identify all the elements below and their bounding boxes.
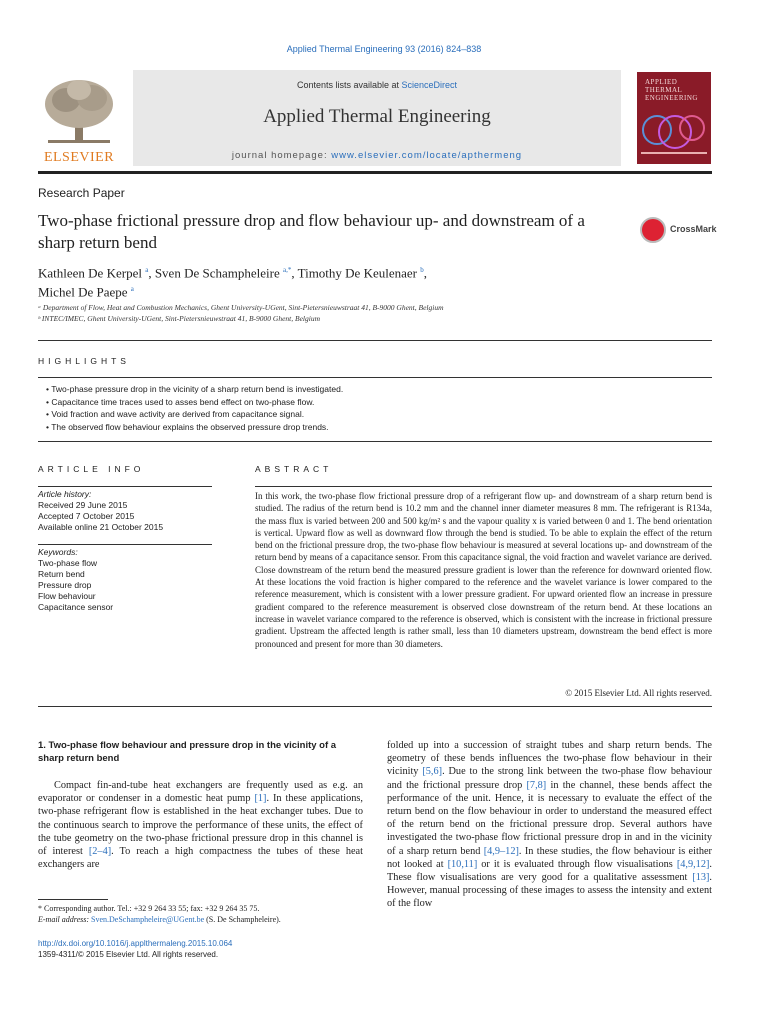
- email-suffix: (S. De Schampheleire).: [204, 914, 281, 924]
- author-affiliation-mark[interactable]: a: [130, 285, 134, 294]
- doi-block: [38, 938, 232, 960]
- citation-link[interactable]: [4,9–12]: [483, 845, 519, 857]
- abstract-heading: ABSTRACT: [255, 464, 333, 474]
- cover-title-line: THERMAL: [645, 86, 683, 94]
- crossmark-label: CrossMark: [670, 224, 717, 234]
- body-text: folded up into a succession of straight tubes and sharp return bends. The geometry of these bends influences the two-phase flow behaviour in their vicinity: [387, 740, 712, 778]
- divider: [38, 706, 712, 707]
- body-text: . In these applications, two-phase refrigerant flow is established in the heat exchanger tubes. Due to the continuous search to improve the performance of these units, the effect of the tube geometry on the two-phase frictional pressure drop in this channel is of interest: [38, 793, 363, 858]
- journal-reference[interactable]: Applied Thermal Engineering 93 (2016) 824–838: [286, 44, 482, 54]
- citation-link[interactable]: [10,11]: [447, 858, 478, 870]
- body-left-column: [38, 779, 363, 871]
- header-rule: [38, 171, 712, 174]
- history-online: Available online 21 October 2015: [38, 522, 164, 532]
- email-link[interactable]: Sven.DeSchampheleire@UGent.be: [91, 914, 205, 924]
- highlight-item: • Two-phase pressure drop in the vicinity of a sharp return bend is investigated.: [38, 383, 712, 396]
- author-name[interactable]: Michel De Paepe: [38, 284, 128, 300]
- divider: [38, 441, 712, 442]
- email-line: [38, 915, 368, 926]
- author-affiliation-mark[interactable]: a: [145, 266, 149, 274]
- citation-link[interactable]: [4,9,12]: [676, 858, 710, 870]
- divider: [255, 486, 712, 487]
- history-label: Article history:: [38, 489, 92, 499]
- citation-link[interactable]: [2–4]: [88, 846, 112, 858]
- author-affiliation-mark[interactable]: a,*: [282, 266, 292, 274]
- paper-type: Research Paper: [38, 186, 125, 200]
- body-text: Compact fin-and-tube heat exchangers are frequently used as e.g. an evaporator or condenser in a domestic heat pump: [38, 780, 363, 805]
- journal-homepage: [133, 150, 621, 161]
- authors-line-1: Kathleen De Kerpel $^a$, Sven De Schampheleire $^{a,*}$, Timothy De Keulenaer $^b$,: [38, 265, 427, 281]
- affiliation-a: ᵃ Department of Flow, Heat and Combustion Mechanics, Ghent University-UGent, Sint-Pietersnieuwstraat 41, B-9000 Ghent, Belgium: [38, 303, 444, 312]
- section-heading: 1. Two-phase flow behaviour and pressure drop in the vicinity of a sharp return bend: [38, 740, 337, 764]
- citation-link[interactable]: [13]: [692, 872, 710, 884]
- body-right-column: [387, 739, 712, 911]
- highlights-list: [38, 383, 712, 433]
- highlight-item: • Void fraction and wave activity are derived from capacitance signal.: [38, 408, 712, 421]
- body-text: . However, manual processing of these images to assess the intensity and extent of the flow: [387, 872, 712, 910]
- author-list: [38, 262, 678, 301]
- keywords-label: Keywords:: [38, 547, 78, 557]
- authors-line-2: [38, 281, 678, 300]
- keyword-item: Flow behaviour: [38, 591, 96, 601]
- journal-title: Applied Thermal Engineering: [263, 106, 491, 127]
- homepage-prefix: journal homepage:: [231, 150, 332, 161]
- highlight-item: • Capacitance time traces used to asses bend effect on two-phase flow.: [38, 396, 712, 409]
- abstract-copyright: © 2015 Elsevier Ltd. All rights reserved.: [565, 688, 712, 698]
- sciencedirect-link[interactable]: ScienceDirect: [401, 80, 458, 90]
- issn-line: 1359-4311/© 2015 Elsevier Ltd. All rights reserved.: [38, 950, 219, 959]
- elsevier-tree-logo: [38, 76, 120, 146]
- cover-title: [645, 78, 698, 102]
- footnote-rule: [38, 899, 108, 900]
- citation-link[interactable]: [7,8]: [526, 779, 547, 791]
- author-name[interactable]: Kathleen De Kerpel: [38, 265, 142, 281]
- footnote: [38, 904, 368, 925]
- keyword-item: Return bend: [38, 569, 85, 579]
- article-history: [38, 489, 212, 533]
- cover-title-line: APPLIED: [645, 78, 678, 86]
- highlights-heading: HIGHLIGHTS: [38, 356, 130, 366]
- paper-title: Two-phase frictional pressure drop and flow behaviour up- and downstream of a sharp return bend: [38, 211, 585, 252]
- article-info-heading: ARTICLE INFO: [38, 464, 145, 474]
- author-name[interactable]: Sven De Schampheleire: [154, 265, 280, 281]
- crossmark-icon: [640, 217, 666, 243]
- keyword-item: Two-phase flow: [38, 558, 98, 568]
- citation-link[interactable]: [1]: [254, 793, 267, 805]
- abstract-text: In this work, the two-phase flow frictional pressure drop of a refrigerant flow up- and downstream of a sharp return bend is studied. The radius of the return bend is 10.2 mm and the channel inner diameter measures 8 mm. The refrigerant is R134a, the mass flux is varied between 200 and 500 kg/m² s and the vapour quality x is varied between 0 and 1. The bend orientation is vertical. Upward flow as well as downward flow through the bend is studied. To be able to explain the effect of the return bend on the frictional pressure drop, the two-phase flow behaviour is measured at several locations up- and downstream of the return bend by means of a capacitance sensor. From this capacitance signal, the void fraction and wavelet variance are derived. Close downstream of the return bend the measured pressure gradient is lower than the reference for downward oriented flow. At these locations the void fraction is higher compared to the reference and the wavelet variance is lower compared to the reference measurement, which is consistent with a lower pressure gradient. For upward oriented flow an increase in pressure gradient compared to the reference measurement is observed close downstream of the return bend. At these locations an increase in wavelet variance compared to the reference is observed, which is consistent with the increase in frictional pressure gradient. Upstream the affected length is rather small, less than 10 diameters upstream, downstream the bend effect is more pronounced and present for more than 30 diameters.: [255, 491, 712, 649]
- body-text: . In these studies, the flow behaviour is either not looked at: [387, 845, 712, 870]
- body-text: . These flow visualisations are very good for a qualitative assessment: [387, 858, 712, 884]
- body-text: . To reach a high compactness the tubes of these heat exchangers are: [38, 846, 363, 871]
- contents-line: [133, 80, 621, 90]
- email-label: E-mail address:: [38, 914, 92, 924]
- keyword-item: Capacitance sensor: [38, 602, 114, 612]
- citation-link[interactable]: [5,6]: [422, 766, 443, 778]
- divider: [38, 486, 212, 487]
- doi-link[interactable]: http://dx.doi.org/10.1016/j.applthermaleng.2015.10.064: [38, 939, 233, 948]
- cover-title-line: ENGINEERING: [645, 94, 698, 102]
- contents-prefix: Contents lists available at: [296, 80, 402, 90]
- divider: [38, 377, 712, 378]
- journal-cover-image: [637, 72, 711, 164]
- highlight-item: • The observed flow behaviour explains the observed pressure drop trends.: [38, 421, 712, 434]
- keywords: [38, 547, 212, 613]
- cover-pattern: [637, 110, 711, 160]
- affiliation-b: ᵇ INTEC/IMEC, Ghent University-UGent, Sint-Pietersnieuwstraat 41, B-9000 Ghent, Belgium: [38, 314, 320, 323]
- elsevier-wordmark: ELSEVIER: [43, 150, 115, 165]
- history-received: Received 29 June 2015: [38, 500, 128, 510]
- body-text: or it is evaluated through flow visualisations: [477, 858, 677, 870]
- history-accepted: Accepted 7 October 2015: [38, 511, 135, 521]
- body-text: in the channel, these bends affect the performance of the unit. Hence, it is necessary to evaluate the effect of the return bend on the flow behaviour in order to understand the measured effect of the return bend on the frictional pressure drop. Several authors have investigated the two-phase flow frictional pressure drop in and in the vicinity of a sharp return bend: [387, 779, 712, 857]
- author-affiliation-mark[interactable]: b: [420, 266, 424, 274]
- divider: [38, 544, 212, 545]
- body-text: . Due to the strong link between the two-phase flow behaviour and the frictional pressure drop: [387, 766, 712, 791]
- author-name[interactable]: Timothy De Keulenaer: [297, 265, 417, 281]
- divider: [38, 340, 712, 341]
- corresponding-author: * Corresponding author. Tel.: +32 9 264 33 55; fax: +32 9 264 35 75.: [38, 904, 260, 913]
- homepage-link[interactable]: www.elsevier.com/locate/apthermeng: [331, 150, 523, 161]
- keyword-item: Pressure drop: [38, 580, 92, 590]
